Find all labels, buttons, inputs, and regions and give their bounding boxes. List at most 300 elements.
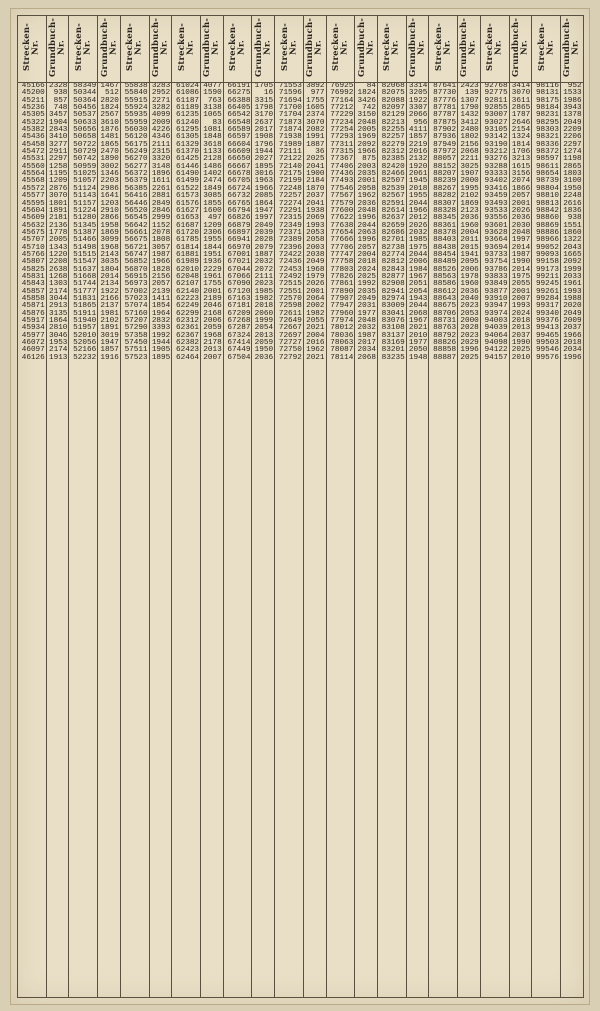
- strecken-nr-value: 77212: [330, 104, 354, 113]
- strecken-nr-value: 88345: [433, 214, 457, 223]
- strecken-nr-value: 66724: [227, 184, 251, 193]
- strecken-nr-value: 61989: [175, 258, 200, 267]
- grundbuch-nr-value: 1402: [203, 170, 222, 179]
- strecken-nr-value: 61522: [175, 184, 200, 193]
- grundbuch-nr-value: 2014: [511, 265, 531, 274]
- strecken-nr-value: 71704: [278, 111, 302, 120]
- strecken-nr-value: 87730: [433, 89, 457, 98]
- strecken-nr-value: 82774: [381, 250, 405, 259]
- strecken-nr-value: 72551: [278, 287, 302, 296]
- grundbuch-nr-value: 2000: [460, 317, 479, 325]
- strecken-nr-header-10: [480, 16, 509, 83]
- strecken-nr-value: 98611: [535, 162, 560, 171]
- grundbuch-nr-value: 1979: [306, 272, 325, 281]
- strecken-nr-value: 50656: [73, 126, 97, 135]
- strecken-nr-value: 62010: [175, 265, 200, 274]
- grundbuch-nr-value: 1992: [357, 280, 376, 289]
- grundbuch-nr-header-11: [561, 16, 584, 83]
- strecken-nr-value: 72611: [278, 309, 302, 318]
- grundbuch-nr-value: 1991: [306, 133, 325, 142]
- strecken-column-7: [326, 83, 355, 998]
- grundbuch-nr-value: 2017: [254, 126, 274, 135]
- grundbuch-nr-value: 2037: [306, 192, 325, 201]
- strecken-nr-value: 93190: [484, 140, 508, 149]
- strecken-nr-value: 66765: [227, 199, 251, 208]
- strecken-nr-value: 88307: [433, 199, 457, 208]
- grundbuch-nr-value: 1967: [408, 317, 428, 325]
- strecken-nr-value: 67449: [227, 346, 251, 355]
- strecken-nr-value: 61305: [175, 133, 200, 142]
- grundbuch-nr-value: 2881: [151, 192, 171, 201]
- grundbuch-nr-value: 2567: [100, 111, 119, 120]
- strecken-nr-value: 61370: [175, 148, 200, 157]
- strecken-nr-value: 82075: [381, 89, 405, 98]
- strecken-nr-value: 45382: [21, 126, 45, 135]
- header-label: Grundbuch-Nr.: [510, 17, 530, 77]
- grundbuch-nr-value: 1944: [151, 339, 171, 348]
- grundbuch-nr-value: 2072: [254, 265, 274, 274]
- strecken-nr-value: 45458: [21, 140, 45, 149]
- strecken-nr-header-6: [275, 16, 304, 83]
- strecken-nr-value: 55840: [124, 89, 148, 98]
- grundbuch-nr-value: 2028: [460, 324, 479, 333]
- strecken-nr-value: 72315: [278, 214, 302, 223]
- grundbuch-nr-value: 1964: [151, 309, 171, 318]
- strecken-nr-value: 98131: [535, 89, 560, 98]
- strecken-nr-value: 56175: [124, 140, 148, 149]
- strecken-nr-value: 82812: [381, 258, 405, 267]
- grundbuch-nr-value: 2004: [460, 228, 479, 237]
- grundbuch-nr-value: 2036: [460, 214, 479, 223]
- grundbuch-nr-value: 1836: [563, 206, 582, 215]
- strecken-nr-value: 57074: [124, 302, 148, 311]
- grundbuch-nr-value: 2261: [151, 184, 171, 193]
- strecken-nr-value: 88361: [433, 221, 457, 230]
- grundbuch-nr-value: 1855: [203, 199, 222, 208]
- strecken-nr-value: 67324: [227, 331, 251, 340]
- strecken-nr-value: 56675: [124, 236, 148, 245]
- strecken-nr-header-2: [69, 16, 98, 83]
- grundbuch-nr-value: 2027: [254, 155, 274, 164]
- strecken-nr-value: 77311: [330, 140, 354, 149]
- strecken-nr-value: 71694: [278, 96, 302, 105]
- strecken-nr-value: 45595: [21, 199, 45, 208]
- strecken-nr-value: 50742: [73, 155, 97, 164]
- strecken-nr-value: 57160: [124, 309, 148, 318]
- grundbuch-nr-value: 2044: [408, 199, 428, 208]
- grundbuch-nr-value: 2004: [306, 331, 325, 340]
- strecken-nr-value: 56721: [124, 243, 148, 252]
- grundbuch-nr-value: 1895: [254, 162, 274, 171]
- grundbuch-nr-value: 2911: [48, 148, 68, 157]
- grundbuch-nr-value: 1900: [306, 170, 325, 179]
- grundbuch-nr-value: 2018: [563, 339, 582, 348]
- grundbuch-nr-value: 1936: [203, 258, 222, 267]
- grundbuch-nr-value: 3100: [563, 177, 582, 186]
- grundbuch-nr-value: 1988: [563, 294, 582, 303]
- grundbuch-nr-value: 2003: [306, 243, 325, 252]
- strecken-nr-value: 45564: [21, 170, 45, 179]
- grundbuch-nr-value: 1997: [511, 236, 531, 245]
- strecken-nr-value: 98116: [535, 82, 560, 90]
- strecken-nr-value: 83201: [381, 346, 405, 355]
- grundbuch-nr-value: 1533: [563, 89, 582, 98]
- strecken-nr-value: 61329: [175, 140, 200, 149]
- grundbuch-nr-value: 2057: [357, 243, 376, 252]
- register-page: [10, 8, 590, 1005]
- strecken-nr-value: 61295: [175, 126, 200, 135]
- strecken-nr-value: 56747: [124, 250, 148, 259]
- grundbuch-nr-value: 3283: [151, 82, 171, 90]
- grundbuch-nr-value: 1990: [511, 258, 531, 267]
- grundbuch-nr-value: 3610: [100, 118, 119, 127]
- grundbuch-nr-value: 1975: [511, 272, 531, 281]
- grundbuch-nr-value: 1922: [408, 96, 428, 105]
- grundbuch-nr-value: 2181: [48, 214, 68, 223]
- grundbuch-nr-value: 2876: [48, 184, 68, 193]
- grundbuch-nr-value: 2024: [357, 265, 376, 274]
- strecken-nr-value: 72492: [278, 272, 302, 281]
- grundbuch-nr-value: 1995: [460, 184, 479, 193]
- strecken-nr-value: 71873: [278, 118, 302, 127]
- grundbuch-nr-value: 3138: [203, 104, 222, 113]
- grundbuch-nr-value: 2020: [563, 302, 582, 311]
- strecken-nr-value: 56870: [124, 265, 148, 274]
- grundbuch-nr-value: 1065: [203, 111, 222, 120]
- header-label: Grundbuch-Nr.: [253, 17, 273, 77]
- strecken-nr-value: 88057: [433, 155, 457, 164]
- strecken-nr-value: 93786: [484, 265, 508, 274]
- strecken-nr-value: 67044: [227, 265, 251, 274]
- grundbuch-nr-value: 2810: [48, 324, 68, 333]
- grundbuch-nr-value: 2174: [48, 287, 68, 296]
- grundbuch-nr-value: 1641: [100, 192, 119, 201]
- grundbuch-nr-header-4: [201, 16, 224, 83]
- grundbuch-nr-value: 2028: [254, 236, 274, 245]
- strecken-nr-value: 72140: [278, 162, 302, 171]
- strecken-nr-value: 51957: [73, 324, 97, 333]
- strecken-nr-value: 50722: [73, 140, 97, 149]
- strecken-nr-value: 51057: [73, 177, 97, 186]
- strecken-nr-value: 57358: [124, 331, 148, 340]
- strecken-nr-value: 45322: [21, 118, 45, 127]
- strecken-nr-value: 87781: [433, 104, 457, 113]
- strecken-nr-value: 82877: [381, 272, 405, 281]
- strecken-nr-value: 99317: [535, 302, 560, 311]
- grundbuch-nr-value: 2051: [408, 280, 428, 289]
- strecken-nr-value: 67504: [227, 353, 251, 362]
- strecken-column-2: [69, 83, 98, 998]
- grundbuch-nr-value: 2315: [151, 148, 171, 157]
- grundbuch-nr-value: 512: [105, 89, 119, 98]
- strecken-nr-value: 82614: [381, 206, 405, 215]
- strecken-nr-value: 66941: [227, 236, 251, 245]
- grundbuch-nr-value: 2306: [203, 228, 222, 237]
- grundbuch-nr-value: 2026: [511, 206, 531, 215]
- grundbuch-nr-value: 3135: [48, 309, 68, 318]
- header-label: Strecken-Nr.: [125, 23, 144, 71]
- strecken-nr-value: 82097: [381, 104, 405, 113]
- grundbuch-nr-value: 2082: [306, 126, 325, 135]
- grundbuch-nr-value: 1947: [254, 206, 274, 215]
- header-label: Strecken-Nr.: [73, 23, 93, 71]
- grundbuch-nr-value: 2029: [460, 339, 479, 348]
- strecken-column-11: [532, 83, 561, 998]
- strecken-nr-value: 61499: [175, 177, 200, 186]
- grundbuch-nr-value: 1999: [254, 317, 274, 325]
- strecken-nr-value: 51831: [73, 294, 97, 303]
- grundbuch-nr-value: 2189: [203, 294, 222, 303]
- strecken-nr-value: 72349: [278, 221, 302, 230]
- strecken-nr-value: 62367: [175, 331, 200, 340]
- grundbuch-nr-value: 1999: [563, 265, 582, 274]
- grundbuch-nr-value: 16: [263, 89, 274, 98]
- strecken-nr-value: 57002: [124, 287, 148, 296]
- grundbuch-nr-value: 2033: [563, 272, 582, 281]
- strecken-nr-value: 98372: [535, 148, 560, 157]
- grundbuch-nr-value: 2043: [563, 243, 582, 252]
- strecken-nr-value: 98336: [535, 140, 560, 149]
- strecken-nr-value: 94039: [484, 324, 508, 333]
- strecken-nr-value: 61881: [175, 250, 200, 259]
- strecken-nr-value: 61814: [175, 243, 200, 252]
- strecken-nr-value: 45632: [21, 221, 45, 230]
- strecken-nr-value: 82591: [381, 199, 405, 208]
- grundbuch-nr-value: 1966: [151, 258, 171, 267]
- grundbuch-nr-value: 2012: [408, 214, 428, 223]
- strecken-nr-value: 66732: [227, 192, 251, 201]
- strecken-nr-value: 72422: [278, 250, 302, 259]
- grundbuch-nr-value: 2018: [254, 302, 274, 311]
- strecken-nr-value: 78063: [330, 339, 354, 348]
- strecken-nr-value: 51911: [73, 309, 97, 318]
- strecken-nr-value: 45577: [21, 192, 45, 201]
- strecken-nr-value: 88612: [433, 287, 457, 296]
- strecken-nr-value: 98810: [535, 192, 560, 201]
- header-label: Grundbuch-Nr.: [459, 17, 478, 77]
- grundbuch-nr-value: 1913: [48, 353, 68, 362]
- strecken-nr-value: 61490: [175, 170, 200, 179]
- strecken-nr-value: 66826: [227, 214, 251, 223]
- grundbuch-nr-value: 1987: [357, 331, 376, 340]
- grundbuch-nr-value: 1411: [151, 294, 171, 303]
- grundbuch-nr-value: 1432: [460, 111, 479, 120]
- grundbuch-nr-value: 1977: [408, 339, 428, 348]
- grundbuch-nr-value: 2423: [460, 82, 479, 90]
- strecken-nr-value: 83169: [381, 339, 405, 348]
- grundbuch-nr-value: 2068: [408, 309, 428, 318]
- strecken-nr-value: 50658: [73, 133, 97, 142]
- grundbuch-nr-value: 1274: [563, 148, 582, 157]
- strecken-nr-value: 87902: [433, 126, 457, 135]
- strecken-nr-value: 56973: [124, 280, 148, 289]
- grundbuch-nr-value: 36: [315, 148, 325, 157]
- strecken-nr-value: 45917: [21, 317, 45, 325]
- grundbuch-nr-value: 1986: [563, 96, 582, 105]
- grundbuch-nr-value: 1322: [563, 236, 582, 245]
- grundbuch-nr-value: 1481: [100, 133, 119, 142]
- strecken-nr-value: 93974: [484, 309, 508, 318]
- grundbuch-nr-value: 2017: [357, 339, 376, 348]
- grundbuch-nr-value: 1705: [254, 82, 274, 90]
- strecken-nr-header-11: [532, 16, 561, 83]
- grundbuch-nr-value: 1990: [511, 339, 531, 348]
- grundbuch-nr-value: 1968: [100, 243, 119, 252]
- grundbuch-nr-value: 2206: [563, 133, 582, 142]
- grundbuch-nr-value: 2166: [100, 294, 119, 303]
- strecken-nr-value: 82420: [381, 162, 405, 171]
- strecken-nr-value: 51940: [73, 317, 97, 325]
- strecken-nr-value: 66191: [227, 82, 251, 90]
- header-label: Strecken-Nr.: [228, 23, 247, 71]
- strecken-nr-value: 98295: [535, 118, 560, 127]
- grundbuch-column-4: [201, 83, 224, 998]
- strecken-nr-value: 77254: [330, 126, 354, 135]
- strecken-nr-header-9: [429, 16, 458, 83]
- grundbuch-nr-value: 4077: [203, 82, 222, 90]
- grundbuch-nr-value: 1960: [460, 280, 479, 289]
- grundbuch-nr-value: 1864: [254, 199, 274, 208]
- grundbuch-nr-value: 84: [366, 82, 376, 90]
- grundbuch-nr-value: 1978: [460, 272, 479, 281]
- strecken-nr-value: 77229: [330, 111, 354, 120]
- grundbuch-nr-value: 1975: [408, 243, 428, 252]
- strecken-nr-value: 62382: [175, 339, 200, 348]
- grundbuch-nr-value: 2035: [357, 170, 376, 179]
- strecken-column-9: [429, 83, 458, 998]
- strecken-nr-value: 82659: [381, 221, 405, 230]
- strecken-nr-value: 50344: [73, 89, 97, 98]
- grundbuch-column-2: [98, 83, 121, 998]
- strecken-nr-value: 99173: [535, 265, 560, 274]
- grundbuch-nr-value: 2134: [100, 280, 119, 289]
- grundbuch-nr-value: 1195: [48, 170, 68, 179]
- grundbuch-nr-value: 2184: [306, 177, 325, 186]
- grundbuch-nr-value: 1849: [203, 184, 222, 193]
- grundbuch-nr-value: 2219: [408, 140, 428, 149]
- grundbuch-nr-value: 1870: [306, 184, 325, 193]
- strecken-nr-value: 99376: [535, 317, 560, 325]
- strecken-nr-value: 72274: [278, 199, 302, 208]
- strecken-nr-value: 93459: [484, 192, 508, 201]
- strecken-nr-value: 87949: [433, 140, 457, 149]
- grundbuch-nr-value: 2168: [203, 309, 222, 318]
- strecken-nr-value: 93333: [484, 170, 508, 179]
- strecken-nr-value: 55924: [124, 104, 148, 113]
- grundbuch-nr-value: 3057: [151, 243, 171, 252]
- strecken-nr-value: 51025: [73, 170, 97, 179]
- grundbuch-nr-value: 4346: [151, 133, 171, 142]
- grundbuch-nr-value: 2069: [306, 214, 325, 223]
- grundbuch-column-3: [149, 83, 172, 998]
- strecken-nr-value: 93416: [484, 184, 508, 193]
- strecken-nr-value: 62223: [175, 294, 200, 303]
- strecken-nr-value: 66609: [227, 148, 251, 157]
- grundbuch-nr-value: 2049: [357, 294, 376, 303]
- grundbuch-nr-value: 2014: [511, 243, 531, 252]
- strecken-nr-value: 88239: [433, 177, 457, 186]
- strecken-nr-value: 61189: [175, 104, 200, 113]
- grundbuch-nr-value: 3282: [151, 104, 171, 113]
- grundbuch-nr-value: 1982: [254, 294, 274, 303]
- strecken-nr-value: 82908: [381, 280, 405, 289]
- strecken-nr-value: 67287: [227, 324, 251, 333]
- strecken-nr-value: 61187: [175, 96, 200, 105]
- grundbuch-nr-value: 3410: [48, 133, 68, 142]
- strecken-nr-value: 77861: [330, 280, 354, 289]
- grundbuch-nr-value: 2048: [357, 317, 376, 325]
- strecken-nr-value: 45977: [21, 331, 45, 340]
- strecken-nr-value: 77436: [330, 170, 354, 179]
- grundbuch-nr-header-7: [355, 16, 378, 83]
- strecken-nr-value: 72371: [278, 228, 302, 237]
- grundbuch-nr-value: 1801: [48, 199, 68, 208]
- strecken-nr-value: 45166: [21, 82, 45, 90]
- grundbuch-nr-value: 1968: [203, 331, 222, 340]
- grundbuch-nr-value: 1961: [203, 272, 222, 281]
- strecken-nr-value: 67066: [227, 272, 251, 281]
- grundbuch-nr-value: 1958: [100, 221, 119, 230]
- strecken-nr-value: 66667: [227, 162, 251, 171]
- strecken-nr-value: 45531: [21, 155, 45, 164]
- grundbuch-nr-value: 1802: [460, 133, 479, 142]
- grundbuch-nr-value: 2849: [151, 199, 171, 208]
- strecken-nr-value: 45305: [21, 111, 45, 120]
- grundbuch-nr-value: 2036: [511, 214, 531, 223]
- strecken-nr-value: 72792: [278, 353, 302, 362]
- strecken-nr-value: 93142: [484, 133, 508, 142]
- grundbuch-nr-value: 1945: [408, 177, 428, 186]
- grundbuch-nr-value: 2015: [460, 243, 479, 252]
- grundbuch-nr-value: 2132: [408, 155, 428, 164]
- strecken-nr-value: 57511: [124, 346, 148, 355]
- strecken-nr-value: 77706: [330, 243, 354, 252]
- grundbuch-nr-value: 2297: [563, 140, 582, 149]
- grundbuch-nr-value: 1987: [151, 250, 171, 259]
- grundbuch-nr-value: 1865: [100, 140, 119, 149]
- grundbuch-nr-value: 2066: [408, 111, 428, 120]
- grundbuch-nr-value: 748: [53, 104, 68, 113]
- strecken-nr-value: 56520: [124, 206, 148, 215]
- grundbuch-nr-value: 2040: [460, 294, 479, 303]
- grundbuch-nr-value: 2049: [563, 309, 582, 318]
- grundbuch-nr-value: 3046: [48, 331, 68, 340]
- grundbuch-nr-value: 1996: [460, 346, 479, 355]
- strecken-nr-value: 45710: [21, 243, 45, 252]
- grundbuch-nr-value: 3070: [511, 89, 531, 98]
- strecken-nr-value: 98184: [535, 104, 560, 113]
- strecken-nr-value: 61086: [175, 89, 200, 98]
- grundbuch-nr-value: 1133: [203, 148, 222, 157]
- grundbuch-nr-value: 2005: [357, 126, 376, 135]
- grundbuch-nr-value: 1209: [48, 177, 68, 186]
- strecken-nr-value: 77947: [330, 302, 354, 311]
- strecken-nr-value: 88731: [433, 317, 457, 325]
- grundbuch-nr-value: 2271: [151, 96, 171, 105]
- strecken-nr-value: 52010: [73, 331, 97, 340]
- grundbuch-nr-value: 3148: [151, 162, 171, 171]
- strecken-nr-value: 61024: [175, 82, 200, 90]
- strecken-nr-value: 88328: [433, 206, 457, 215]
- grundbuch-nr-value: 1966: [563, 331, 582, 340]
- grundbuch-nr-value: 875: [362, 155, 376, 164]
- grundbuch-nr-value: 2865: [511, 104, 531, 113]
- grundbuch-nr-value: 2048: [511, 228, 531, 237]
- grundbuch-nr-value: 2050: [408, 346, 428, 355]
- strecken-nr-value: 99052: [535, 243, 560, 252]
- grundbuch-nr-value: 1796: [254, 140, 274, 149]
- strecken-nr-value: 61425: [175, 155, 200, 164]
